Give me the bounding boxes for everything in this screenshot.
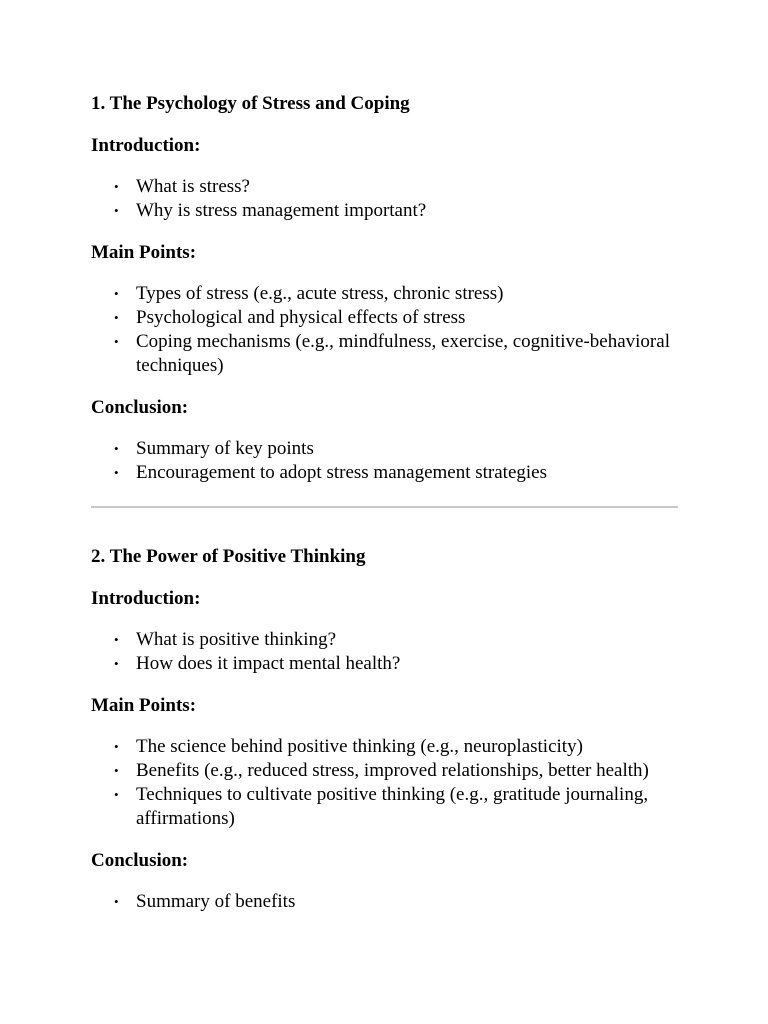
list-item [91, 306, 678, 330]
list-item-text: Psychological and physical effects of stress [136, 307, 466, 328]
list-item [91, 461, 678, 485]
main-points-heading: Main Points: [91, 695, 197, 716]
list-item [91, 759, 678, 783]
bullet-icon: • [114, 441, 119, 456]
bullet-icon: • [114, 203, 119, 218]
conclusion-list [91, 890, 678, 914]
conclusion-list [91, 437, 678, 485]
list-item-text: What is stress? [136, 176, 250, 197]
conclusion-heading: Conclusion: [91, 397, 189, 418]
bullet-icon: • [114, 179, 119, 194]
list-item-text: Why is stress management important? [136, 200, 427, 221]
list-item-text: Summary of key points [136, 438, 314, 459]
list-item [91, 783, 678, 831]
introduction-heading: Introduction: [91, 588, 201, 609]
list-item-text: Benefits (e.g., reduced stress, improved relationships, better health) [136, 760, 649, 781]
bullet-icon: • [114, 787, 119, 802]
list-item [91, 890, 678, 914]
list-item [91, 437, 678, 461]
bullet-icon: • [114, 763, 119, 778]
introduction-list [91, 175, 678, 223]
list-item [91, 330, 678, 378]
main-points-list [91, 282, 678, 378]
bullet-icon: • [114, 894, 119, 909]
bullet-icon: • [114, 632, 119, 647]
bullet-icon: • [114, 286, 119, 301]
bullet-icon: • [114, 465, 119, 480]
list-item-text: Encouragement to adopt stress management strategies [136, 462, 548, 483]
list-item [91, 199, 678, 223]
bullet-icon: • [114, 656, 119, 671]
section-title: 2. The Power of Positive Thinking [91, 546, 366, 567]
introduction-list [91, 628, 678, 676]
list-item [91, 735, 678, 759]
list-item [91, 282, 678, 306]
list-item-text: How does it impact mental health? [136, 653, 401, 674]
list-item-text: Techniques to cultivate positive thinking (e.g., gratitude journaling, affirmations) [136, 784, 649, 829]
bullet-icon: • [114, 334, 119, 349]
introduction-heading: Introduction: [91, 135, 201, 156]
list-item-text: What is positive thinking? [136, 629, 337, 650]
list-item-text: Coping mechanisms (e.g., mindfulness, exercise, cognitive-behavioral techniques) [136, 331, 670, 376]
section-2 [91, 545, 678, 914]
section-title: 1. The Psychology of Stress and Coping [91, 93, 410, 114]
list-item-text: Types of stress (e.g., acute stress, chronic stress) [136, 283, 504, 304]
section-1 [91, 92, 678, 485]
section-divider [91, 506, 678, 508]
main-points-heading: Main Points: [91, 242, 197, 263]
list-item [91, 175, 678, 199]
bullet-icon: • [114, 739, 119, 754]
conclusion-heading: Conclusion: [91, 850, 189, 871]
list-item-text: The science behind positive thinking (e.g., neuroplasticity) [136, 736, 583, 757]
main-points-list [91, 735, 678, 831]
list-item [91, 628, 678, 652]
bullet-icon: • [114, 310, 119, 325]
list-item [91, 652, 678, 676]
list-item-text: Summary of benefits [136, 891, 296, 912]
